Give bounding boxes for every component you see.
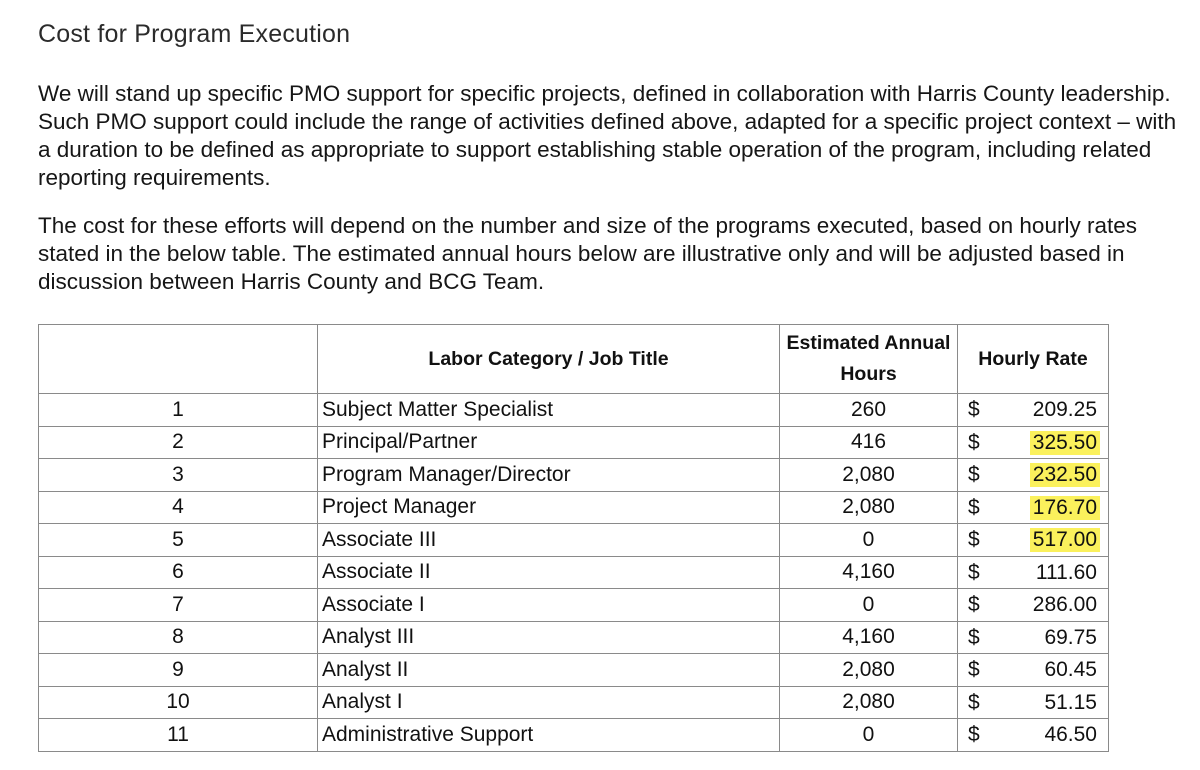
rate-value: 60.45 bbox=[1044, 658, 1097, 681]
row-number: 11 bbox=[39, 719, 318, 752]
job-title: Associate I bbox=[318, 589, 780, 622]
table-row bbox=[39, 394, 1109, 427]
header-job-title: Labor Category / Job Title bbox=[318, 325, 780, 394]
highlighted-rate-value: 325.50 bbox=[1030, 431, 1100, 455]
intro-paragraph: We will stand up specific PMO support for specific projects, defined in collaboration with Harris County leadership. Such PMO support could include the range of activities defined above, adapted for a specific project context – with a duration to be defined as appropriate to support establishing stable operation of the program, including related reporting requirements. bbox=[38, 81, 1177, 190]
job-title: Associate III bbox=[318, 524, 780, 557]
rate-value: 209.25 bbox=[1032, 398, 1097, 421]
hourly-rate-cell bbox=[958, 589, 1109, 622]
annual-hours: 2,080 bbox=[780, 459, 958, 492]
annual-hours: 0 bbox=[780, 719, 958, 752]
annual-hours: 416 bbox=[780, 426, 958, 459]
job-title: Analyst III bbox=[318, 621, 780, 654]
annual-hours: 2,080 bbox=[780, 491, 958, 524]
annual-hours: 2,080 bbox=[780, 654, 958, 687]
rate-value: 69.75 bbox=[1044, 625, 1097, 649]
job-title: Subject Matter Specialist bbox=[318, 394, 780, 427]
row-number: 3 bbox=[39, 459, 318, 492]
hourly-rate-cell bbox=[958, 491, 1109, 524]
table-row bbox=[39, 426, 1109, 459]
cost-paragraph: The cost for these efforts will depend on the number and size of the programs executed, based on hourly rates stated in the below table. The estimated annual hours below are illustrative only and will be adjusted based in discussion between Harris County and BCG Team. bbox=[38, 213, 1137, 294]
hourly-rate-cell bbox=[958, 719, 1109, 752]
row-number: 8 bbox=[39, 621, 318, 654]
table-row bbox=[39, 621, 1109, 654]
rate-value: 286.00 bbox=[1032, 593, 1097, 616]
job-title: Principal/Partner bbox=[318, 426, 780, 459]
rate-value: 46.50 bbox=[1044, 723, 1097, 746]
header-annual-hours: Estimated Annual Hours bbox=[780, 325, 958, 394]
currency-symbol: $ bbox=[968, 658, 980, 681]
currency-symbol: $ bbox=[968, 723, 980, 746]
annual-hours: 4,160 bbox=[780, 556, 958, 589]
row-number: 9 bbox=[39, 654, 318, 687]
currency-symbol: $ bbox=[968, 593, 980, 616]
hourly-rate-cell bbox=[958, 686, 1109, 719]
currency-symbol: $ bbox=[968, 430, 980, 454]
job-title: Administrative Support bbox=[318, 719, 780, 752]
table-row bbox=[39, 719, 1109, 752]
hourly-rate-cell bbox=[958, 556, 1109, 589]
highlighted-rate-value: 517.00 bbox=[1030, 528, 1100, 552]
hourly-rate-cell bbox=[958, 621, 1109, 654]
row-number: 7 bbox=[39, 589, 318, 622]
hourly-rate-cell bbox=[958, 459, 1109, 492]
highlighted-rate-value: 176.70 bbox=[1030, 496, 1100, 520]
hourly-rate-cell bbox=[958, 426, 1109, 459]
hourly-rate-cell bbox=[958, 394, 1109, 427]
table-row bbox=[39, 556, 1109, 589]
table-row bbox=[39, 589, 1109, 622]
row-number: 2 bbox=[39, 426, 318, 459]
highlighted-rate-value: 232.50 bbox=[1030, 463, 1100, 487]
currency-symbol: $ bbox=[968, 625, 980, 649]
annual-hours: 4,160 bbox=[780, 621, 958, 654]
table-row bbox=[39, 524, 1109, 557]
annual-hours: 0 bbox=[780, 589, 958, 622]
currency-symbol: $ bbox=[968, 398, 980, 421]
currency-symbol: $ bbox=[968, 495, 980, 519]
table-header-row bbox=[39, 325, 1109, 394]
row-number: 4 bbox=[39, 491, 318, 524]
hourly-rate-cell bbox=[958, 654, 1109, 687]
hourly-rate-cell bbox=[958, 524, 1109, 557]
annual-hours: 2,080 bbox=[780, 686, 958, 719]
row-number: 6 bbox=[39, 556, 318, 589]
annual-hours: 260 bbox=[780, 394, 958, 427]
job-title: Analyst I bbox=[318, 686, 780, 719]
row-number: 1 bbox=[39, 394, 318, 427]
header-number bbox=[39, 325, 318, 394]
currency-symbol: $ bbox=[968, 463, 980, 486]
table-row bbox=[39, 654, 1109, 687]
table-row bbox=[39, 459, 1109, 492]
job-title: Analyst II bbox=[318, 654, 780, 687]
currency-symbol: $ bbox=[968, 560, 980, 584]
rate-value: 111.60 bbox=[1035, 560, 1097, 584]
header-hourly-rate: Hourly Rate bbox=[958, 325, 1109, 394]
job-title: Project Manager bbox=[318, 491, 780, 524]
currency-symbol: $ bbox=[968, 690, 980, 714]
job-title: Program Manager/Director bbox=[318, 459, 780, 492]
row-number: 10 bbox=[39, 686, 318, 719]
table-body bbox=[39, 394, 1109, 752]
rate-value: 51.15 bbox=[1044, 690, 1097, 714]
annual-hours: 0 bbox=[780, 524, 958, 557]
section-heading: Cost for Program Execution bbox=[38, 20, 351, 48]
table-row bbox=[39, 686, 1109, 719]
job-title: Associate II bbox=[318, 556, 780, 589]
row-number: 5 bbox=[39, 524, 318, 557]
rates-table bbox=[38, 324, 1109, 752]
currency-symbol: $ bbox=[968, 528, 980, 551]
table-row bbox=[39, 491, 1109, 524]
